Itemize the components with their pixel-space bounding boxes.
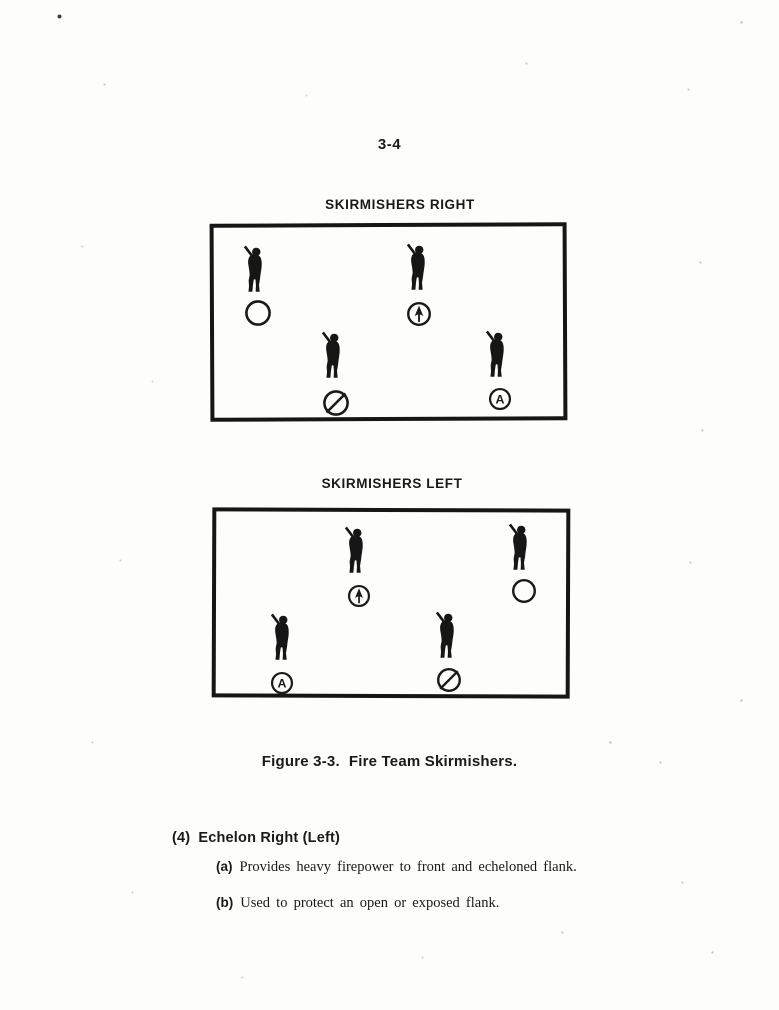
page-number: 3-4 (377, 136, 402, 153)
panel-title-skirmishers-left: SKIRMISHERS LEFT (321, 476, 463, 491)
circle-empty-icon (511, 578, 537, 604)
soldier-silhouette-icon (482, 330, 511, 380)
soldier-silhouette-icon (505, 523, 534, 573)
list-item-b-text: Used to protect an open or exposed flank. (240, 895, 500, 911)
figure-caption-label: Figure 3-3. (261, 753, 340, 770)
soldier-silhouette-icon (432, 611, 461, 661)
soldier-silhouette-icon (403, 243, 432, 293)
list-item-4-heading (172, 830, 340, 846)
panel-title-skirmishers-right: SKIRMISHERS RIGHT (325, 197, 475, 212)
circle-slash-icon (436, 667, 462, 693)
soldier-silhouette-icon (267, 613, 296, 663)
svg-text:A: A (277, 676, 287, 691)
list-item-4-label: (4) (172, 830, 191, 846)
soldier-silhouette-icon (318, 331, 347, 381)
list-item-b-label: (b) (216, 895, 234, 910)
circle-letter-icon (270, 671, 294, 695)
list-item-a (216, 859, 577, 876)
circle-arrow-icon (406, 301, 432, 327)
svg-text:A: A (495, 392, 505, 407)
soldier-silhouette-icon (240, 245, 269, 295)
circle-empty-icon (244, 299, 272, 327)
soldier-silhouette-icon (341, 526, 370, 576)
circle-slash-icon (322, 389, 350, 417)
figure-caption-text: Fire Team Skirmishers. (348, 753, 518, 770)
list-item-b (216, 895, 499, 912)
list-item-4-title: Echelon Right (Left) (198, 830, 341, 846)
list-item-a-text: Provides heavy firepower to front and echeloned flank. (239, 859, 577, 875)
circle-letter-icon (488, 387, 512, 411)
figure-caption (0, 753, 779, 770)
list-item-a-label: (a) (216, 859, 233, 874)
circle-arrow-icon (347, 584, 371, 608)
